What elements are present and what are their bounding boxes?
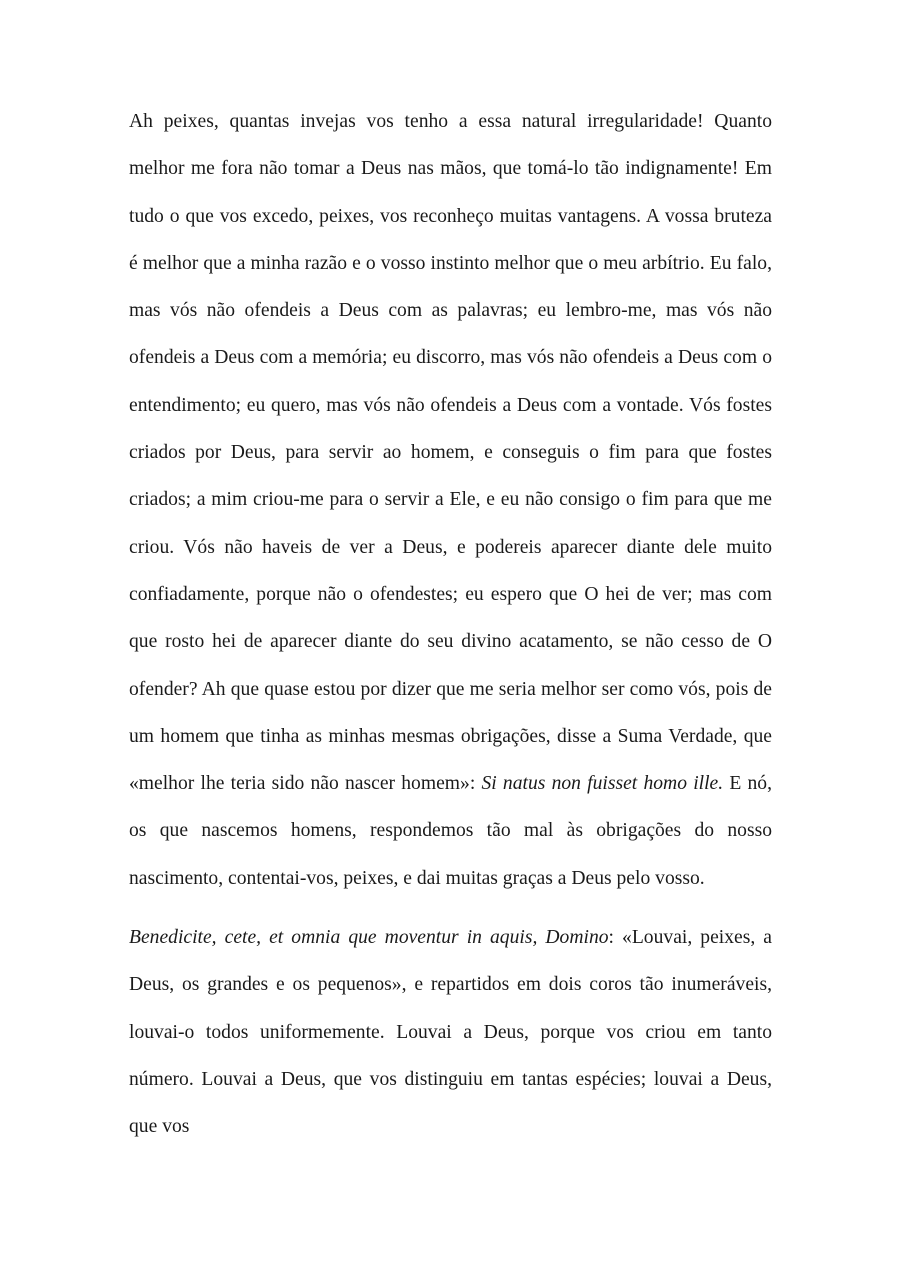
latin-benedicite-italic: Benedicite, cete, et omnia que moventur in aquis, Domino	[129, 927, 609, 949]
paragraph-1-text: Ah peixes, quantas invejas vos tenho a essa natural irregularidade! Quanto melhor me fora não tomar a Deus nas mãos, que tomá-lo tão indignamente! Em tudo o que vos excedo, peixes, vos reconheço muitas vantagens. A vossa bruteza é melhor que a minha razão e o vosso instinto melhor que o meu arbítrio. Eu falo, mas vós não ofendeis a Deus com as palavras; eu lembro-me, mas vós não ofendeis a Deus com a memória; eu discorro, mas vós não ofendeis a Deus com o entendimento; eu quero, mas vós não ofendeis a Deus com a vontade. Vós fostes criados por Deus, para servir ao homem, e conseguis o fim para que fostes criados; a mim criou-me para o servir a Ele, e eu não consigo o fim para que me criou. Vós não haveis de ver a Deus, e podereis aparecer diante dele muito confiadamente, porque não o ofendestes; eu espero que O hei de ver; mas com que rosto hei de aparecer diante do seu divino acatamento, se não cesso de O ofender? Ah que quase estou por dizer que me seria melhor ser como vós, pois de um homem que tinha as minhas mesmas obrigações, disse a Suma Verdade, que «melhor lhe teria sido não nascer homem»:	[129, 111, 772, 795]
paragraph-1-text-end: E nó, os que nascemos homens, respondemos tão mal às obrigações do nosso nascimento, contentai-vos, peixes, e dai muitas graças a Deus pelo vosso.	[129, 773, 772, 889]
latin-quote-italic: Si natus non fuisset homo ille.	[481, 773, 724, 795]
paragraph-2	[129, 914, 772, 1150]
paragraph-2-text: : «Louvai, peixes, a Deus, os grandes e os pequenos», e repartidos em dois coros tão inumeráveis, louvai-o todos uniformemente. Louvai a Deus, porque vos criou em tanto número. Louvai a Deus, que vos distinguiu em tantas espécies; louvai a Deus, que vos	[129, 927, 772, 1138]
paragraph-1	[129, 98, 772, 902]
body-text	[129, 98, 772, 1151]
